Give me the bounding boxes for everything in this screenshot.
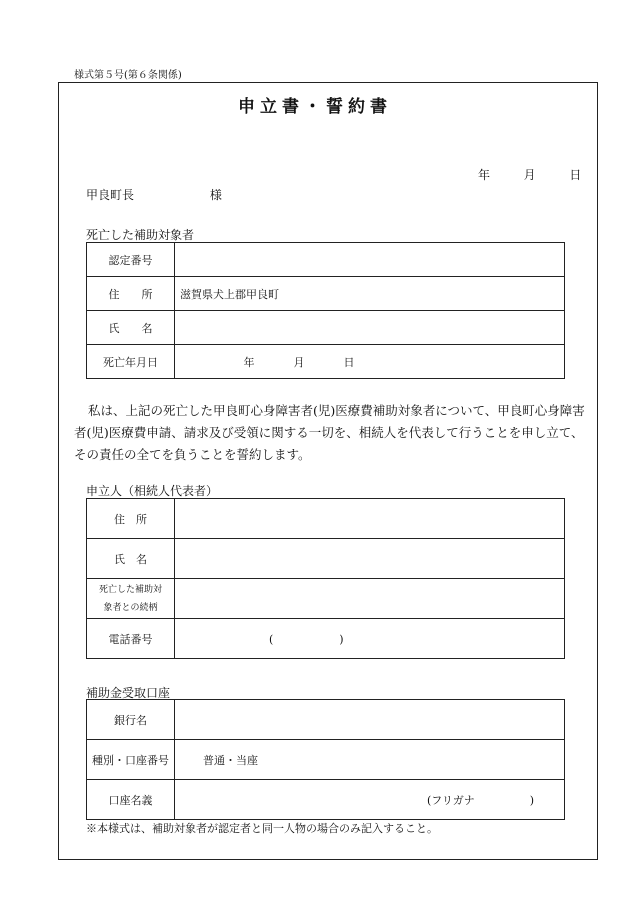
table-row	[87, 619, 565, 659]
deceased-address-field[interactable]: 滋賀県犬上郡甲良町	[175, 277, 565, 311]
deceased-name-label: 氏 名	[87, 311, 175, 345]
certification-number-field[interactable]	[175, 243, 565, 277]
death-year-unit: 年	[243, 355, 255, 369]
date-month-unit: 月	[523, 168, 536, 182]
deceased-table	[86, 242, 565, 379]
relationship-field[interactable]	[175, 579, 565, 619]
applicant-address-label: 住 所	[87, 499, 175, 539]
deceased-section-label: 死亡した補助対象者	[86, 228, 195, 242]
applicant-name-label: 氏 名	[87, 539, 175, 579]
certification-number-label: 認定番号	[87, 243, 175, 277]
applicant-table	[86, 498, 565, 659]
page-title: 申立書・誓約書	[238, 97, 392, 117]
addressee	[86, 186, 222, 203]
date-of-death-label: 死亡年月日	[87, 345, 175, 379]
bank-name-field[interactable]	[175, 700, 565, 740]
table-row	[87, 311, 565, 345]
account-holder-label: 口座名義	[87, 780, 175, 820]
death-month-unit: 月	[293, 355, 305, 369]
submission-date	[478, 166, 581, 183]
bank-table	[86, 699, 565, 820]
death-day-unit: 日	[343, 355, 355, 369]
relationship-label-line2: 象者との続柄	[103, 602, 158, 613]
table-row	[87, 277, 565, 311]
relationship-label-line1: 死亡した補助対	[98, 584, 162, 595]
applicant-section-label: 申立人（相続人代表者）	[86, 484, 219, 498]
deceased-address-label: 住 所	[87, 277, 175, 311]
phone-field[interactable]: ( )	[175, 619, 565, 659]
relationship-label	[87, 579, 175, 619]
phone-label: 電話番号	[87, 619, 175, 659]
addressee-honorific: 様	[209, 188, 222, 202]
table-row	[87, 539, 565, 579]
table-row	[87, 499, 565, 539]
bank-section-label: 補助金受取口座	[86, 686, 171, 700]
applicant-name-field[interactable]	[175, 539, 565, 579]
table-row	[87, 780, 565, 820]
account-type-number-label: 種別・口座番号	[87, 740, 175, 780]
pledge-statement: 私は、上記の死亡した甲良町心身障害者(児)医療費補助対象者について、甲良町心身障害者(児)医療費申請、請求及び受領に関する一切を、相続人を代表して行うことを申し立て、その責任の全てを負うことを誓約します。	[74, 403, 585, 462]
bank-name-label: 銀行名	[87, 700, 175, 740]
table-row	[87, 700, 565, 740]
date-day-unit: 日	[569, 168, 582, 182]
deceased-name-field[interactable]	[175, 311, 565, 345]
table-row	[87, 579, 565, 619]
account-type-number-field[interactable]: 普通・当座	[175, 740, 565, 780]
date-of-death-field[interactable]	[175, 345, 565, 379]
table-row	[87, 740, 565, 780]
table-row	[87, 345, 565, 379]
form-number: 様式第５号(第６条関係)	[74, 70, 182, 81]
date-year-unit: 年	[478, 168, 491, 182]
account-holder-field[interactable]: (フリガナ )	[175, 780, 565, 820]
addressee-name: 甲良町長	[86, 188, 135, 202]
footnote: ※本様式は、補助対象者が認定者と同一人物の場合のみ記入すること。	[86, 822, 438, 835]
table-row	[87, 243, 565, 277]
applicant-address-field[interactable]	[175, 499, 565, 539]
